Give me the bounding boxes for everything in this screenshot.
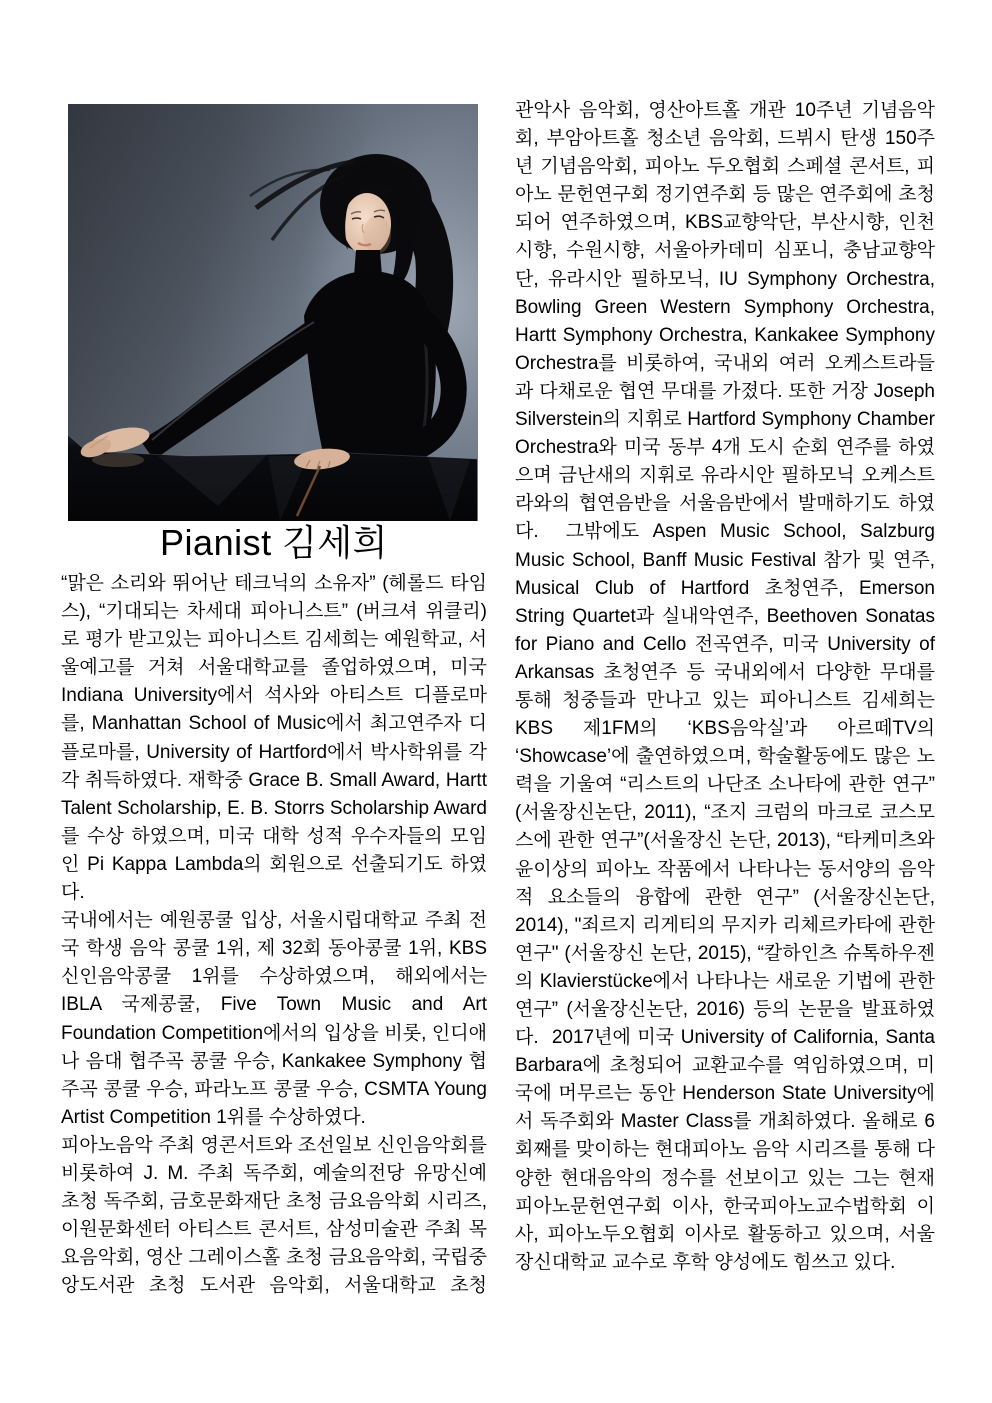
bio-paragraph-concerts-continued: 관악사 음악회, 영산아트홀 개관 10주년 기념음악회, 부암아트홀 청소년 음악회, 드뷔시 탄생 150주년 기념음악회, 피아노 두오협회 스페셜 콘서트, 피아노 문헌연구회 정기연주회 등 많은 연주회에 초청되어 연주하였으며, KBS교향악단, 부산시향, 인천시향, 수원시향, 서울아카데미 심포니, 충남교향악단, 유라시안 필하모닉, IU Symphony Orchestra, Bowling Green Western Symphony Orchestra, Hartt Symphony Orchestra, Kankakee Symphony Orchestra를 비롯하여, 국내외 여러 오케스트라들과 다채로운 협연 무대를 가졌다. 또한 거장 Joseph Silverstein의 지휘로 Hartford Symphony Chamber Orchestra와 미국 동부 4개 도시 순회 연주를 하였으며 금난새의 지휘로 유라시안 필하모닉 오케스트라와의 협연음반을 서울음반에서 발매하기도 하였다. 그밖에도 Aspen Music School, Salzburg Music School, Banff Music Festival 참가 및 연주, Musical Club of Hartford 초청연주, Emerson String Quartet과 실내악연주, Beethoven Sonatas for Piano and Cello 전곡연주, 미국 University of Arkansas 초청연주 등 국내외에서 다양한 무대를 통해 청중들과 만나고 있는 피아니스트 김세희는 KBS 제1FM의 ‘KBS음악실’과 아르떼TV의 ‘Showcase’에 출연하였으며, 학술활동에도 많은 노력을 기울여 “리스트의 나단조 소나타에 관한 연구” (서울장신논단, 2011), “조지 크럼의 마크로 코스모스에 관한 연구”(서울장신 논단, 2013), “타케미츠와 윤이상의 피아노 작품에서 나타나는 동서양의 음악적 요소들의 융합에 관한 연구” (서울장신논단, 2014), "죄르지 리게티의 무지카 리체르카타에 관한 연구" (서울장신 논단, 2015), “칼하인츠 슈톡하우젠의 Klavierstücke에서 나타나는 새로운 기법에 관한 연구” (서울장신논단, 2016) 등의 논문을 발표하였다. 2017년에 미국 University of California, Santa Barbara에 초청되어 교환교수를 역임하였으며, 미국에 머무르는 동안 Henderson State University에서 독주회와 Master Class를 개최하였다. 올해로 6회째를 맞이하는 현대피아노 음악 시리즈를 통해 다양한 현대음악의 정수를 선보이고 있는 그는 현재 피아노문헌연구회 이사, 한국피아노교수법학회 이사, 피아노두오협회 이사로 활동하고 있으며, 서울장신대학교 교수로 후학 양성에도 힘쓰고 있다.	[515, 100, 935, 1273]
portrait-illustration	[68, 104, 478, 521]
bio-paragraph-education: “맑은 소리와 뛰어난 테크닉의 소유자” (헤롤드 타임스), “기대되는 차세대 피아니스트” (버크셔 위클리)로 평가 받고있는 피아니스트 김세희는 예원학교, 서울예고를 거쳐 서울대학교를 졸업하였으며, 미국 Indiana University에서 석사와 아티스트 디플로마를, Manhattan School of Music에서 최고연주자 디플로마를, University of Hartford에서 박사학위를 각각 취득하였다. 재학중 Grace B. Small Award, Hartt Talent Scholarship, E. B. Storrs Scholarship Award를 수상 하였으며, 미국 대학 성적 우수자들의 모임인 Pi Kappa Lambda의 회원으로 선출되기도 하였다.	[61, 573, 487, 904]
page-title: Pianist 김세희	[160, 522, 388, 563]
pianist-portrait-photo	[68, 104, 478, 521]
left-column	[61, 570, 487, 1300]
right-column	[515, 97, 935, 1277]
bio-paragraph-competitions: 국내에서는 예원콩쿨 입상, 서울시립대학교 주최 전국 학생 음악 콩쿨 1위, 제 32회 동아콩쿨 1위, KBS신인음악콩쿨 1위를 수상하였으며, 해외에서는 IBLA 국제콩쿨, Five Town Music and Art Foundation Competition에서의 입상을 비롯, 인디애나 음대 협주곡 콩쿨 우승, Kankakee Symphony 협주곡 콩쿨 우승, 파라노프 콩쿨 우승, CSMTA Young Artist Competition 1위를 수상하였다.	[61, 910, 487, 1128]
bio-paragraph-concerts-start: 피아노음악 주최 영콘서트와 조선일보 신인음악회를 비롯하여 J. M. 주최 독주회, 예술의전당 유망신예 초청 독주회, 금호문화재단 초청 금요음악회 시리즈, 이원문화센터 아티스트 콘서트, 삼성미술관 주최 목요음악회, 영산 그레이스홀 초청 금요음악회, 국립중앙도서관 초청 도서관 음악회, 서울대학교 초청	[61, 1134, 487, 1297]
